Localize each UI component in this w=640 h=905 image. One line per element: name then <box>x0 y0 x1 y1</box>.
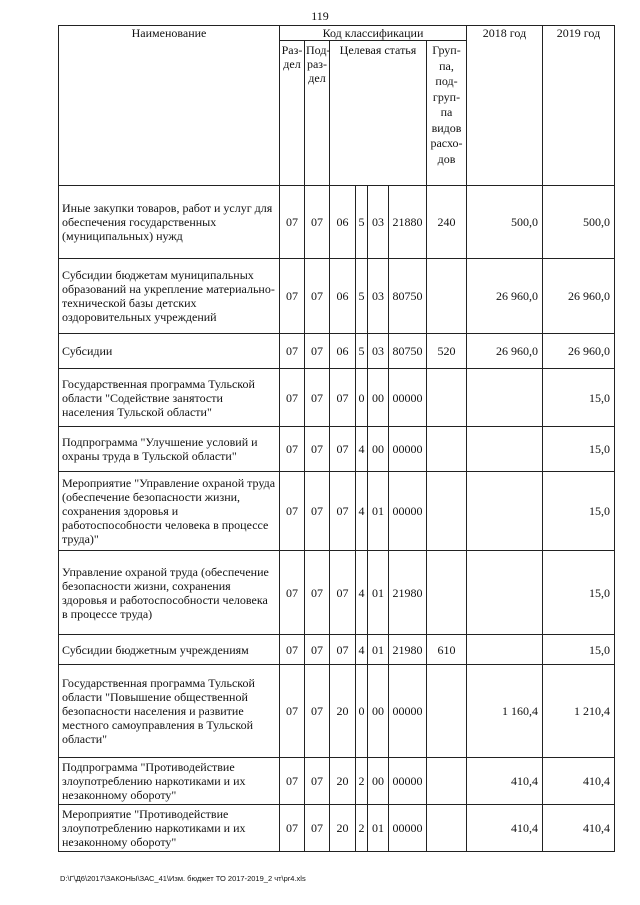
row-name: Субсидии <box>59 334 280 369</box>
podrazdel-cell: 07 <box>305 259 330 334</box>
table-row <box>59 369 615 427</box>
amount-2018-cell <box>467 635 543 665</box>
target-event-cell: 00 <box>368 665 389 758</box>
target-event-cell: 00 <box>368 427 389 472</box>
amount-2019-cell: 15,0 <box>543 427 615 472</box>
podrazdel-cell: 07 <box>305 635 330 665</box>
page-number: 119 <box>311 9 329 23</box>
target-direction-cell: 21880 <box>389 186 427 259</box>
razdel-cell: 07 <box>280 665 305 758</box>
podrazdel-cell: 07 <box>305 758 330 805</box>
target-subprogram-cell: 5 <box>356 186 368 259</box>
target-program-cell: 07 <box>330 551 356 635</box>
target-direction-cell: 00000 <box>389 369 427 427</box>
table-row <box>59 334 615 369</box>
header-group: Груп- па, под- груп- па видов расхо- дов <box>427 41 467 186</box>
budget-table <box>58 25 615 852</box>
expense-group-cell <box>427 259 467 334</box>
file-path-footer: D:\Г\Д6\2017\ЗАКОНЫ\ЗАС_41\Изм. бюджет ТО 2017-2019_2 чт\pr4.xls <box>60 874 306 883</box>
expense-group-cell <box>427 551 467 635</box>
row-name: Государственная программа Тульской области "Повышение общественной безопасности населения и развитие местного самоуправления в Тульской области" <box>59 665 280 758</box>
table-row <box>59 551 615 635</box>
target-event-cell: 03 <box>368 334 389 369</box>
target-subprogram-cell: 4 <box>356 427 368 472</box>
header-code-group: Код классификации <box>280 26 467 41</box>
header-row-1 <box>59 26 615 41</box>
row-name: Мероприятие "Управление охраной труда (обеспечение безопасности жизни, сохранения здоровья и работоспособности человека в процессе труда)" <box>59 472 280 551</box>
target-event-cell: 00 <box>368 758 389 805</box>
razdel-cell: 07 <box>280 259 305 334</box>
row-name: Субсидии бюджетам муниципальных образований на укрепление материально-технической базы детских оздоровительных учреждений <box>59 259 280 334</box>
amount-2019-cell: 26 960,0 <box>543 259 615 334</box>
target-subprogram-cell: 4 <box>356 635 368 665</box>
target-program-cell: 07 <box>330 369 356 427</box>
table-row <box>59 427 615 472</box>
target-event-cell: 01 <box>368 551 389 635</box>
target-event-cell: 03 <box>368 186 389 259</box>
razdel-cell: 07 <box>280 551 305 635</box>
header-podrazdel: Под- раз- дел <box>305 41 330 186</box>
target-direction-cell: 00000 <box>389 805 427 852</box>
razdel-cell: 07 <box>280 805 305 852</box>
razdel-cell: 07 <box>280 369 305 427</box>
row-name: Подпрограмма "Противодействие злоупотреблению наркотиками и их незаконному обороту" <box>59 758 280 805</box>
table-row <box>59 805 615 852</box>
podrazdel-cell: 07 <box>305 551 330 635</box>
podrazdel-cell: 07 <box>305 334 330 369</box>
target-subprogram-cell: 0 <box>356 369 368 427</box>
target-direction-cell: 00000 <box>389 665 427 758</box>
target-direction-cell: 80750 <box>389 259 427 334</box>
expense-group-cell <box>427 427 467 472</box>
amount-2018-cell: 1 160,4 <box>467 665 543 758</box>
target-subprogram-cell: 2 <box>356 758 368 805</box>
header-year-2019: 2019 год <box>543 26 615 186</box>
amount-2018-cell <box>467 369 543 427</box>
razdel-cell: 07 <box>280 186 305 259</box>
amount-2018-cell <box>467 472 543 551</box>
header-year-2018: 2018 год <box>467 26 543 186</box>
target-subprogram-cell: 0 <box>356 665 368 758</box>
amount-2019-cell: 410,4 <box>543 758 615 805</box>
target-event-cell: 00 <box>368 369 389 427</box>
target-direction-cell: 21980 <box>389 551 427 635</box>
razdel-cell: 07 <box>280 472 305 551</box>
amount-2019-cell: 410,4 <box>543 805 615 852</box>
target-program-cell: 06 <box>330 259 356 334</box>
row-name: Субсидии бюджетным учреждениям <box>59 635 280 665</box>
header-target: Целевая статья <box>330 41 427 186</box>
amount-2018-cell <box>467 427 543 472</box>
table-row <box>59 758 615 805</box>
target-direction-cell: 80750 <box>389 334 427 369</box>
amount-2019-cell: 1 210,4 <box>543 665 615 758</box>
row-name: Мероприятие "Противодействие злоупотреблению наркотиками и их незаконному обороту" <box>59 805 280 852</box>
target-event-cell: 03 <box>368 259 389 334</box>
podrazdel-cell: 07 <box>305 186 330 259</box>
target-subprogram-cell: 2 <box>356 805 368 852</box>
target-program-cell: 07 <box>330 472 356 551</box>
row-name: Управление охраной труда (обеспечение безопасности жизни, сохранения здоровья и работоспособности человека в процессе труда) <box>59 551 280 635</box>
row-name: Подпрограмма "Улучшение условий и охраны труда в Тульской области" <box>59 427 280 472</box>
amount-2018-cell: 26 960,0 <box>467 334 543 369</box>
target-direction-cell: 00000 <box>389 472 427 551</box>
table-row <box>59 665 615 758</box>
table-row <box>59 259 615 334</box>
expense-group-cell: 520 <box>427 334 467 369</box>
expense-group-cell: 610 <box>427 635 467 665</box>
podrazdel-cell: 07 <box>305 427 330 472</box>
target-program-cell: 20 <box>330 665 356 758</box>
podrazdel-cell: 07 <box>305 665 330 758</box>
amount-2019-cell: 15,0 <box>543 635 615 665</box>
target-direction-cell: 00000 <box>389 427 427 472</box>
target-subprogram-cell: 5 <box>356 259 368 334</box>
razdel-cell: 07 <box>280 427 305 472</box>
row-name: Государственная программа Тульской области "Содействие занятости населения Тульской области" <box>59 369 280 427</box>
expense-group-cell <box>427 805 467 852</box>
target-subprogram-cell: 5 <box>356 334 368 369</box>
header-razdel: Раз- дел <box>280 41 305 186</box>
amount-2018-cell <box>467 551 543 635</box>
target-program-cell: 07 <box>330 427 356 472</box>
target-program-cell: 07 <box>330 635 356 665</box>
target-event-cell: 01 <box>368 635 389 665</box>
table-row <box>59 186 615 259</box>
podrazdel-cell: 07 <box>305 805 330 852</box>
podrazdel-cell: 07 <box>305 472 330 551</box>
header-name: Наименование <box>59 26 280 186</box>
amount-2019-cell: 500,0 <box>543 186 615 259</box>
amount-2018-cell: 410,4 <box>467 758 543 805</box>
amount-2018-cell: 26 960,0 <box>467 259 543 334</box>
expense-group-cell <box>427 369 467 427</box>
target-program-cell: 06 <box>330 186 356 259</box>
table-row <box>59 635 615 665</box>
expense-group-cell <box>427 665 467 758</box>
expense-group-cell <box>427 758 467 805</box>
razdel-cell: 07 <box>280 758 305 805</box>
razdel-cell: 07 <box>280 635 305 665</box>
target-direction-cell: 21980 <box>389 635 427 665</box>
target-event-cell: 01 <box>368 805 389 852</box>
target-program-cell: 20 <box>330 805 356 852</box>
amount-2018-cell: 500,0 <box>467 186 543 259</box>
amount-2019-cell: 26 960,0 <box>543 334 615 369</box>
podrazdel-cell: 07 <box>305 369 330 427</box>
row-name: Иные закупки товаров, работ и услуг для обеспечения государственных (муниципальных) нужд <box>59 186 280 259</box>
target-direction-cell: 00000 <box>389 758 427 805</box>
target-program-cell: 06 <box>330 334 356 369</box>
target-subprogram-cell: 4 <box>356 472 368 551</box>
table-row <box>59 472 615 551</box>
expense-group-cell <box>427 472 467 551</box>
target-subprogram-cell: 4 <box>356 551 368 635</box>
amount-2019-cell: 15,0 <box>543 472 615 551</box>
target-event-cell: 01 <box>368 472 389 551</box>
target-program-cell: 20 <box>330 758 356 805</box>
amount-2018-cell: 410,4 <box>467 805 543 852</box>
expense-group-cell: 240 <box>427 186 467 259</box>
amount-2019-cell: 15,0 <box>543 369 615 427</box>
razdel-cell: 07 <box>280 334 305 369</box>
amount-2019-cell: 15,0 <box>543 551 615 635</box>
